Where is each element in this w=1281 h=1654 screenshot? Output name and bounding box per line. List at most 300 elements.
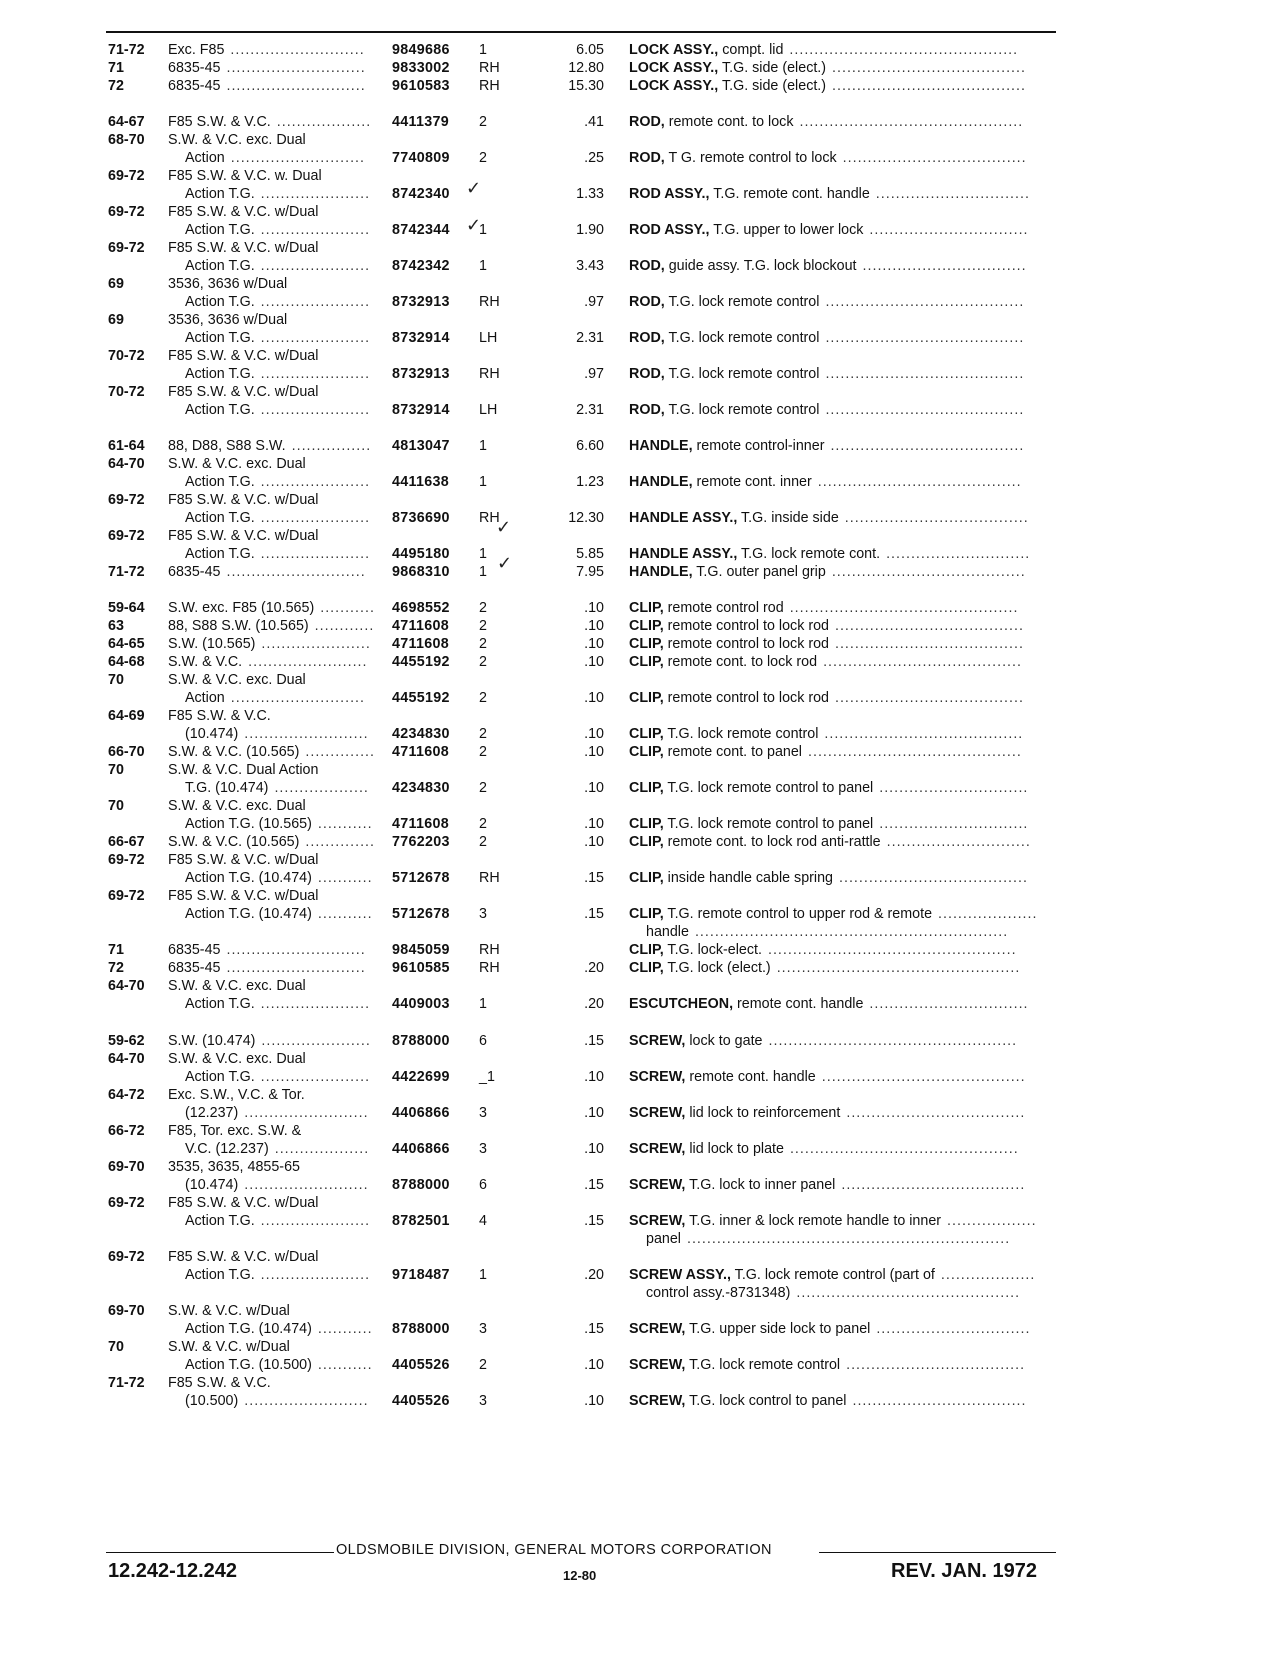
quantity: 3 <box>479 1393 487 1409</box>
part-name: ESCUTCHEON, <box>629 996 734 1012</box>
part-detail: T.G. lock remote cont. <box>737 546 881 562</box>
price: .20 <box>584 1267 604 1283</box>
table-row <box>0 1122 1281 1140</box>
part-detail: T.G. lock remote control <box>664 330 820 346</box>
model-applicability-continued: Action T.G. <box>185 474 255 490</box>
price: .20 <box>584 960 604 976</box>
table-row <box>0 995 1281 1013</box>
dot-leader: ....................................... <box>832 78 1026 94</box>
part-name: SCREW ASSY., <box>629 1267 731 1283</box>
part-description <box>629 1068 816 1086</box>
dot-leader: .............................................. <box>789 600 1019 616</box>
price: .20 <box>584 996 604 1012</box>
part-detail: inside handle cable spring <box>663 870 833 886</box>
dot-leader: ........... <box>320 600 375 616</box>
quantity: _1 <box>479 1069 495 1085</box>
model-applicability: S.W. & V.C. <box>168 654 243 670</box>
model-applicability-continued: Action T.G. <box>185 366 255 382</box>
table-row <box>0 257 1281 275</box>
quantity: 2 <box>479 114 487 130</box>
part-description <box>629 77 826 95</box>
part-description <box>629 1392 846 1410</box>
part-description <box>629 869 833 887</box>
quantity: 6 <box>479 1177 487 1193</box>
dot-leader: ........................................ <box>824 726 1024 742</box>
part-name: CLIP, <box>629 870 664 886</box>
price: .10 <box>584 1105 604 1121</box>
table-row <box>0 1212 1281 1230</box>
model-applicability-continued: Action T.G. <box>185 258 255 274</box>
model-applicability: F85 S.W. & V.C. w/Dual <box>168 492 319 508</box>
model-year: 64-67 <box>108 114 145 130</box>
model-applicability: F85 S.W. & V.C. w/Dual <box>168 1249 319 1265</box>
part-name: CLIP, <box>629 816 664 832</box>
dot-leader: ............ <box>314 618 375 634</box>
part-detail: lid lock to reinforcement <box>685 1105 841 1121</box>
part-detail: T.G. lock remote control (part of <box>730 1267 935 1283</box>
price: .10 <box>584 1141 604 1157</box>
quantity: LH <box>479 330 498 346</box>
model-applicability-continued: Action T.G. (10.474) <box>185 1321 312 1337</box>
model-applicability-continued: Action T.G. <box>185 294 255 310</box>
part-number: 4409003 <box>392 996 450 1012</box>
price: 12.30 <box>568 510 604 526</box>
model-applicability-continued: Action T.G. (10.500) <box>185 1357 312 1373</box>
part-description-continued: handle <box>646 924 689 940</box>
model-applicability-continued: Action T.G. <box>185 996 255 1012</box>
part-number: 8782501 <box>392 1213 450 1229</box>
dot-leader: ............................................. <box>799 114 1024 130</box>
dot-leader: ............................ <box>226 60 366 76</box>
part-description <box>629 437 824 455</box>
part-name: LOCK ASSY., <box>629 60 719 76</box>
part-detail: remote cont. to lock <box>664 114 794 130</box>
dot-leader: ......................... <box>244 1393 369 1409</box>
dot-leader: ...................................... <box>834 636 1024 652</box>
part-name: SCREW, <box>629 1105 686 1121</box>
part-detail: T.G. lock remote control <box>664 402 820 418</box>
part-description <box>629 1212 941 1230</box>
price: .10 <box>584 816 604 832</box>
part-name: ROD, <box>629 258 665 274</box>
price: .15 <box>584 906 604 922</box>
quantity: 1 <box>479 1267 487 1283</box>
dot-leader: ........... <box>317 870 373 886</box>
part-description <box>629 617 829 635</box>
price: .10 <box>584 654 604 670</box>
part-detail: T.G. lock remote control to panel <box>663 780 874 796</box>
model-applicability: S.W. & V.C. exc. Dual <box>168 1051 306 1067</box>
dot-leader: .................... <box>938 906 1038 922</box>
part-number: 5712678 <box>392 870 450 886</box>
model-year: 69-72 <box>108 492 145 508</box>
model-applicability: 6835-45 <box>168 60 221 76</box>
quantity: 1 <box>479 438 487 454</box>
table-row <box>0 491 1281 509</box>
price: .10 <box>584 1357 604 1373</box>
dot-leader: ......................... <box>244 1105 369 1121</box>
model-applicability: S.W. & V.C. exc. Dual <box>168 978 306 994</box>
part-detail: compt. lid <box>718 42 784 58</box>
part-name: HANDLE, <box>629 474 693 490</box>
model-applicability-continued: Action <box>185 150 225 166</box>
part-description <box>629 329 819 347</box>
part-number: 8732913 <box>392 294 450 310</box>
price: 2.31 <box>576 330 604 346</box>
dot-leader: ........................................ <box>823 654 1022 670</box>
dot-leader: ...................... <box>260 510 371 526</box>
quantity: RH <box>479 366 500 382</box>
part-detail: T.G. lock remote control <box>685 1357 841 1373</box>
table-row <box>0 239 1281 257</box>
dot-leader: ................................ <box>869 222 1029 238</box>
dot-leader: ........... <box>317 1321 373 1337</box>
part-detail: T.G. lock-elect. <box>663 942 762 958</box>
table-row <box>0 635 1281 653</box>
part-detail: remote cont. to lock rod <box>663 654 818 670</box>
model-applicability: F85 S.W. & V.C. w/Dual <box>168 204 319 220</box>
part-description-continued: control assy.-8731348) <box>646 1285 791 1301</box>
part-detail: remote control to lock rod <box>663 618 829 634</box>
part-detail: T.G. side (elect.) <box>718 78 827 94</box>
part-number: 8732913 <box>392 366 450 382</box>
part-detail: guide assy. T.G. lock blockout <box>664 258 857 274</box>
part-number: 7740809 <box>392 150 450 166</box>
part-number: 4405526 <box>392 1357 450 1373</box>
part-number: 8736690 <box>392 510 450 526</box>
dot-leader: ................................ <box>869 996 1029 1012</box>
model-applicability: S.W. & V.C. exc. Dual <box>168 132 306 148</box>
dot-leader: .................................... <box>846 1105 1026 1121</box>
part-name: HANDLE, <box>629 564 693 580</box>
model-applicability: S.W. & V.C. exc. Dual <box>168 672 306 688</box>
part-number: 8788000 <box>392 1321 450 1337</box>
price: 1.33 <box>576 186 604 202</box>
table-row <box>0 905 1281 923</box>
part-number: 4234830 <box>392 780 450 796</box>
quantity: 1 <box>479 546 487 562</box>
part-detail: remote cont. handle <box>733 996 864 1012</box>
part-detail: remote control to lock rod <box>663 690 829 706</box>
table-row <box>0 923 1281 941</box>
model-applicability: S.W. & V.C. w/Dual <box>168 1339 290 1355</box>
footer-page-number: 12-80 <box>563 1568 597 1583</box>
table-row <box>0 113 1281 131</box>
model-applicability: F85, Tor. exc. S.W. & <box>168 1123 302 1139</box>
part-name: ROD, <box>629 294 665 310</box>
part-number: 8742342 <box>392 258 450 274</box>
table-row <box>0 743 1281 761</box>
dot-leader: .............................................. <box>789 42 1019 58</box>
table-row <box>0 869 1281 887</box>
part-name: HANDLE ASSY., <box>629 546 738 562</box>
part-number: 4411638 <box>392 474 449 490</box>
model-applicability: F85 S.W. & V.C. w/Dual <box>168 1195 319 1211</box>
handwritten-check-mark: ✓ <box>496 517 512 538</box>
model-applicability-continued: Action T.G. <box>185 1267 255 1283</box>
model-applicability: 3536, 3636 w/Dual <box>168 276 288 292</box>
table-row <box>0 851 1281 869</box>
model-year: 71 <box>108 942 124 958</box>
table-row <box>0 1356 1281 1374</box>
table-row <box>0 59 1281 77</box>
model-year: 66-72 <box>108 1123 145 1139</box>
table-row <box>0 221 1281 239</box>
price: .15 <box>584 1033 604 1049</box>
dot-leader: ..................................... <box>844 510 1029 526</box>
handwritten-check-mark: ✓ <box>466 215 482 236</box>
model-year: 72 <box>108 960 124 976</box>
dot-leader: ...................................... <box>834 618 1024 634</box>
part-name: LOCK ASSY., <box>629 42 719 58</box>
table-row <box>0 365 1281 383</box>
model-applicability: S.W. & V.C. exc. Dual <box>168 798 306 814</box>
price: 2.31 <box>576 402 604 418</box>
table-row <box>0 1320 1281 1338</box>
table-row <box>0 689 1281 707</box>
quantity: 2 <box>479 618 487 634</box>
dot-leader: ......................... <box>244 1177 369 1193</box>
part-number: 4495180 <box>392 546 450 562</box>
model-applicability: S.W. & V.C. (10.565) <box>168 834 300 850</box>
part-name: CLIP, <box>629 600 664 616</box>
part-description <box>629 257 857 275</box>
dot-leader: .............................. <box>879 780 1029 796</box>
dot-leader: ............................... <box>875 186 1030 202</box>
part-number: 4813047 <box>392 438 450 454</box>
dot-leader: ........... <box>317 816 373 832</box>
model-applicability: S.W. (10.565) <box>168 636 256 652</box>
model-year: 69-72 <box>108 204 145 220</box>
part-description <box>629 509 839 527</box>
table-row <box>0 761 1281 779</box>
quantity: 2 <box>479 816 487 832</box>
model-applicability: F85 S.W. & V.C. w/Dual <box>168 852 319 868</box>
dot-leader: .................................... <box>846 1357 1026 1373</box>
price: .15 <box>584 1321 604 1337</box>
part-description <box>629 689 829 707</box>
model-applicability: S.W. & V.C. exc. Dual <box>168 456 306 472</box>
part-description <box>629 1104 840 1122</box>
part-detail: lock to gate <box>685 1033 763 1049</box>
model-year: 69-72 <box>108 240 145 256</box>
dot-leader: ...................... <box>260 402 371 418</box>
part-number: 4455192 <box>392 690 450 706</box>
part-description <box>629 59 826 77</box>
dot-leader: ................................... <box>852 1393 1027 1409</box>
part-detail: T.G. lock to inner panel <box>685 1177 836 1193</box>
model-applicability: F85 S.W. & V.C. w/Dual <box>168 888 319 904</box>
part-detail: T.G. lock remote control to panel <box>663 816 874 832</box>
quantity: 2 <box>479 636 487 652</box>
model-year: 59-64 <box>108 600 145 616</box>
price: .15 <box>584 1213 604 1229</box>
dot-leader: ......................................... <box>817 474 1022 490</box>
part-description <box>629 725 818 743</box>
table-row <box>0 887 1281 905</box>
table-row <box>0 77 1281 95</box>
part-number: 4698552 <box>392 600 450 616</box>
price: 1.23 <box>576 474 604 490</box>
part-description <box>629 545 880 563</box>
price: .15 <box>584 1177 604 1193</box>
part-name: ROD, <box>629 114 665 130</box>
model-year: 68-70 <box>108 132 145 148</box>
part-description <box>629 941 762 959</box>
table-row <box>0 131 1281 149</box>
dot-leader: ........................................... <box>808 744 1022 760</box>
quantity: 6 <box>479 1033 487 1049</box>
part-name: SCREW, <box>629 1213 686 1229</box>
table-row <box>0 203 1281 221</box>
part-name: HANDLE, <box>629 438 693 454</box>
quantity: 3 <box>479 1105 487 1121</box>
part-number: 4405526 <box>392 1393 450 1409</box>
quantity: 2 <box>479 150 487 166</box>
part-description <box>629 473 812 491</box>
model-applicability-continued: (10.474) <box>185 726 239 742</box>
model-year: 69 <box>108 276 124 292</box>
dot-leader: ....................................... <box>832 60 1026 76</box>
part-name: SCREW, <box>629 1177 686 1193</box>
table-row <box>0 1158 1281 1176</box>
part-description <box>629 743 802 761</box>
model-year: 69-70 <box>108 1159 145 1175</box>
part-number: 9718487 <box>392 1267 450 1283</box>
dot-leader: ...................................... <box>839 870 1028 886</box>
model-applicability: S.W. & V.C. Dual Action <box>168 762 319 778</box>
table-row <box>0 725 1281 743</box>
part-number: 4455192 <box>392 654 450 670</box>
part-number: 9845059 <box>392 942 450 958</box>
part-detail: T.G. outer panel grip <box>692 564 826 580</box>
model-year: 64-69 <box>108 708 145 724</box>
model-applicability: S.W. (10.474) <box>168 1033 256 1049</box>
dot-leader: ............................ <box>226 960 366 976</box>
part-name: CLIP, <box>629 618 664 634</box>
part-name: SCREW, <box>629 1357 686 1373</box>
model-applicability: F85 S.W. & V.C. <box>168 1375 271 1391</box>
part-number: 8788000 <box>392 1177 450 1193</box>
price: 1.90 <box>576 222 604 238</box>
model-applicability-continued: Action T.G. <box>185 546 255 562</box>
price: 6.05 <box>576 42 604 58</box>
dot-leader: ................................................. <box>776 960 1021 976</box>
price: 7.95 <box>576 564 604 580</box>
part-name: ROD, <box>629 150 665 166</box>
table-row <box>0 563 1281 581</box>
part-number: 8742340 <box>392 186 450 202</box>
price: .10 <box>584 1069 604 1085</box>
model-year: 64-70 <box>108 978 145 994</box>
price: 5.85 <box>576 546 604 562</box>
dot-leader: .............................. <box>879 816 1029 832</box>
model-year: 69-72 <box>108 852 145 868</box>
model-applicability: F85 S.W. & V.C. w/Dual <box>168 528 319 544</box>
table-row <box>0 599 1281 617</box>
part-detail: remote control rod <box>663 600 784 616</box>
dot-leader: ............................... <box>876 1321 1031 1337</box>
table-row <box>0 1086 1281 1104</box>
part-name: SCREW, <box>629 1393 686 1409</box>
footer-revision: REV. JAN. 1972 <box>891 1560 1038 1582</box>
price: 6.60 <box>576 438 604 454</box>
handwritten-check-mark: ✓ <box>466 178 482 199</box>
dot-leader: ............................. <box>886 546 1031 562</box>
table-row <box>0 545 1281 563</box>
quantity: 2 <box>479 780 487 796</box>
quantity: 2 <box>479 1357 487 1373</box>
part-detail: T.G. lock remote control <box>663 726 819 742</box>
dot-leader: ................................. <box>862 258 1027 274</box>
model-applicability: F85 S.W. & V.C. w/Dual <box>168 384 319 400</box>
part-detail: T.G. lock control to panel <box>685 1393 847 1409</box>
quantity: 2 <box>479 744 487 760</box>
model-year: 69-72 <box>108 1195 145 1211</box>
table-row <box>0 959 1281 977</box>
part-detail: T.G. upper side lock to panel <box>685 1321 871 1337</box>
part-description <box>629 113 793 131</box>
price: .25 <box>584 150 604 166</box>
part-detail: T.G. side (elect.) <box>718 60 827 76</box>
quantity: 2 <box>479 600 487 616</box>
table-row <box>0 1266 1281 1284</box>
model-applicability: F85 S.W. & V.C. <box>168 114 271 130</box>
part-description <box>629 41 783 59</box>
part-description <box>629 149 837 167</box>
part-detail: remote cont. to lock rod anti-rattle <box>663 834 881 850</box>
dot-leader: ...................... <box>260 222 371 238</box>
part-number: 5712678 <box>392 906 450 922</box>
part-detail: remote control-inner <box>692 438 825 454</box>
part-detail: T.G. lock (elect.) <box>663 960 771 976</box>
model-year: 70 <box>108 672 124 688</box>
part-description <box>629 293 819 311</box>
dot-leader: ........................................ <box>825 330 1025 346</box>
table-row <box>0 833 1281 851</box>
model-applicability: F85 S.W. & V.C. w. Dual <box>168 168 322 184</box>
part-description <box>629 563 826 581</box>
model-applicability: 6835-45 <box>168 960 221 976</box>
table-row <box>0 779 1281 797</box>
price: .97 <box>584 294 604 310</box>
table-row <box>0 347 1281 365</box>
part-description <box>629 995 863 1013</box>
quantity: 2 <box>479 834 487 850</box>
part-name: LOCK ASSY., <box>629 78 719 94</box>
part-detail: T.G. upper to lower lock <box>709 222 864 238</box>
price: .41 <box>584 114 604 130</box>
dot-leader: ...................... <box>261 1033 371 1049</box>
dot-leader: ...................... <box>260 546 371 562</box>
quantity: RH <box>479 294 500 310</box>
dot-leader: ................ <box>291 438 372 454</box>
part-name: CLIP, <box>629 744 664 760</box>
part-name: HANDLE ASSY., <box>629 510 738 526</box>
table-row <box>0 401 1281 419</box>
model-year: 71-72 <box>108 564 145 580</box>
quantity: 3 <box>479 1321 487 1337</box>
quantity: RH <box>479 78 500 94</box>
part-number: 8788000 <box>392 1033 450 1049</box>
quantity: RH <box>479 510 500 526</box>
part-name: CLIP, <box>629 942 664 958</box>
table-row <box>0 1176 1281 1194</box>
part-name: ROD ASSY., <box>629 186 710 202</box>
part-name: SCREW, <box>629 1069 686 1085</box>
part-description <box>629 779 873 797</box>
quantity: 1 <box>479 258 487 274</box>
